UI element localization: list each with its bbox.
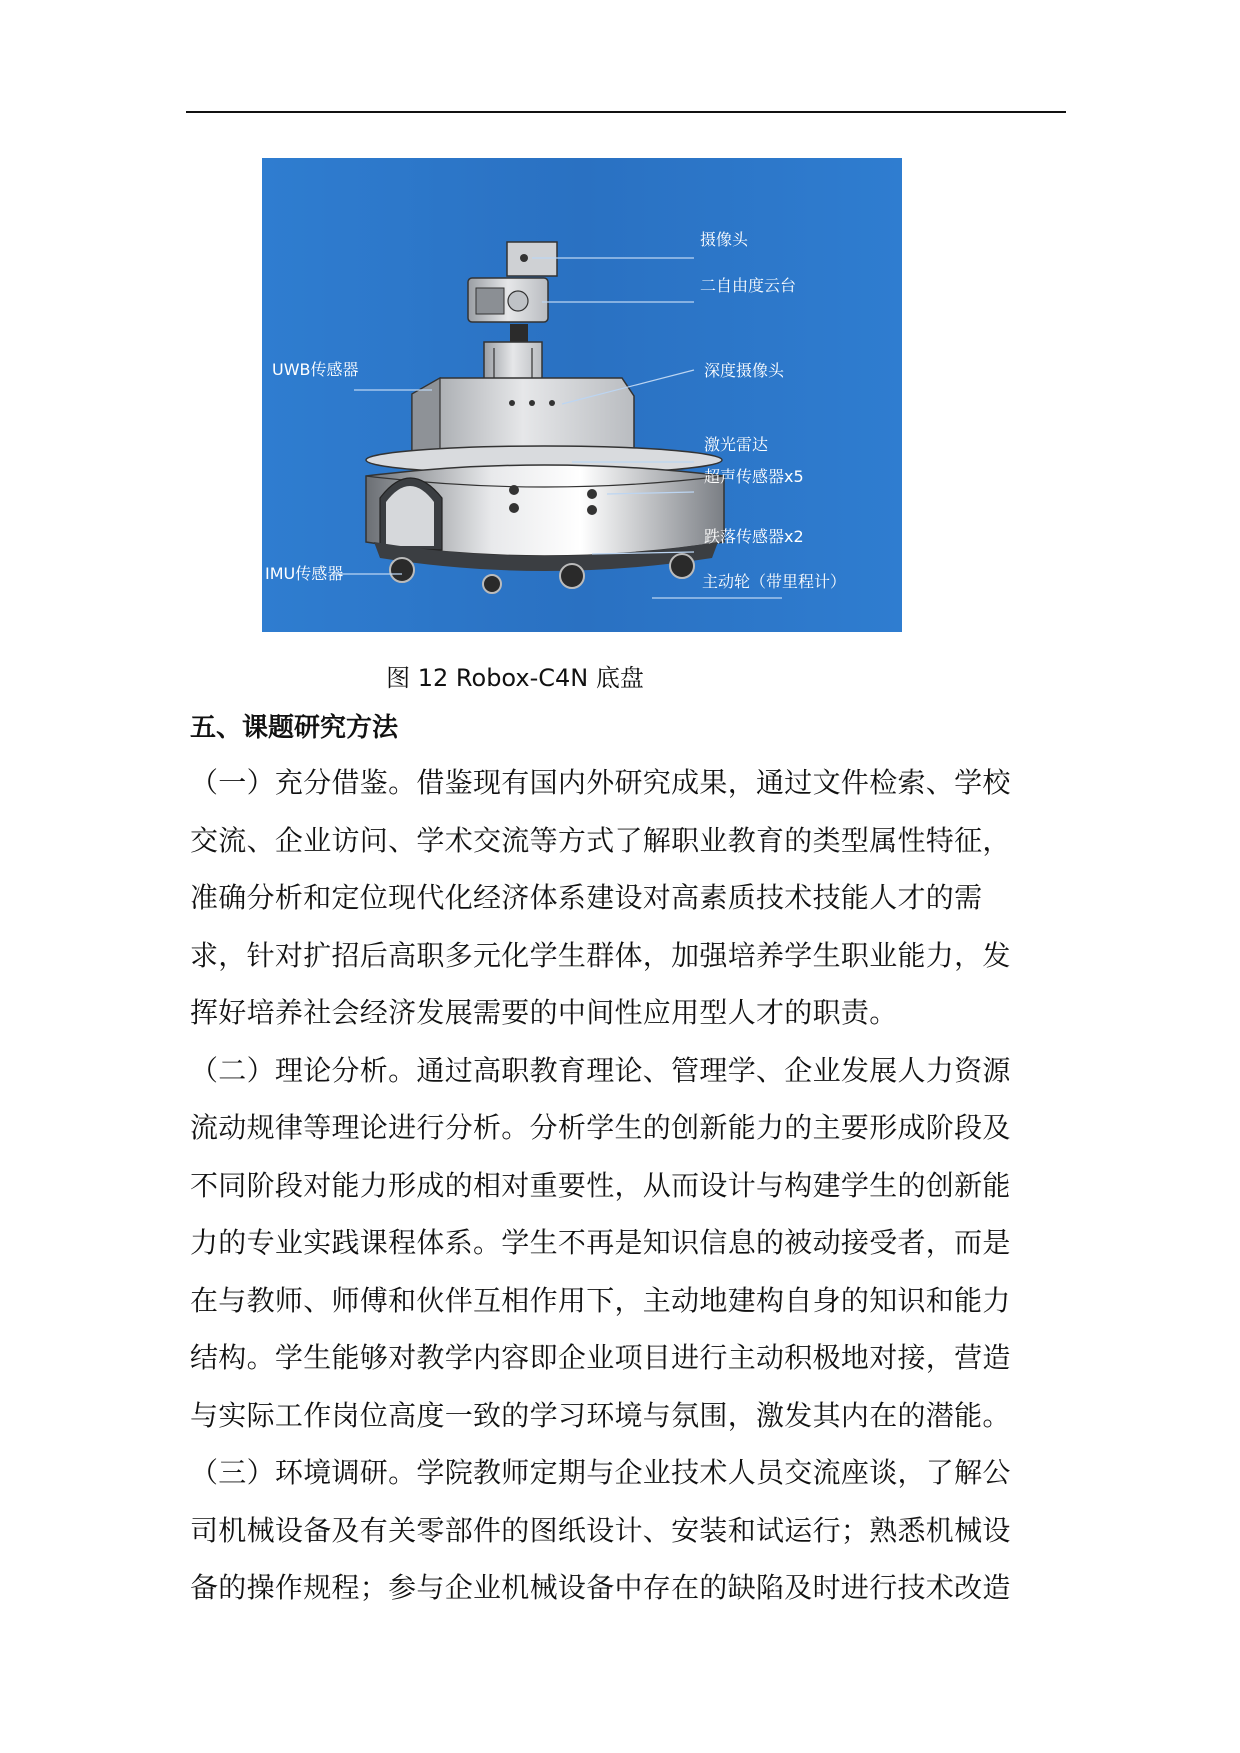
text-line: 挥好培养社会经济发展需要的中间性应用型人才的职责。	[190, 996, 898, 1029]
label-gimbal: 二自由度云台	[700, 276, 797, 295]
label-lidar: 激光雷达	[704, 435, 769, 454]
text-line: 备的操作规程；参与企业机械设备中存在的缺陷及时进行技术改造	[190, 1571, 1011, 1604]
text-line: 不同阶段对能力形成的相对重要性，从而设计与构建学生的创新能	[190, 1168, 1011, 1202]
text-line: 在与教师、师傅和伙伴互相作用下，主动地建构自身的知识和能力	[190, 1283, 1011, 1317]
label-camera: 摄像头	[700, 230, 749, 249]
text-line: 力的专业实践课程体系。学生不再是知识信息的被动接受者，而是	[190, 1226, 1011, 1259]
text-line: （二）理论分析。通过高职教育理论、管理学、企业发展人力资源	[190, 1053, 1011, 1087]
label-drive-wheel: 主动轮（带里程计）	[702, 572, 847, 591]
paragraph	[190, 754, 1050, 1042]
label-cliff-sensor: 跌落传感器x2	[704, 527, 804, 546]
label-ultrasonic-sensor: 超声传感器x5	[704, 467, 804, 486]
header-rule	[186, 111, 1066, 113]
text-line: 流动规律等理论进行分析。分析学生的创新能力的主要形成阶段及	[190, 1111, 1011, 1144]
robot-chassis-diagram	[262, 158, 902, 632]
paragraph	[190, 1042, 1050, 1445]
text-line: 准确分析和定位现代化经济体系建设对高素质技术技能人才的需	[190, 881, 983, 914]
text-line: 与实际工作岗位高度一致的学习环境与氛围，激发其内在的潜能。	[190, 1398, 1011, 1432]
text-line: 求，针对扩招后高职多元化学生群体，加强培养学生职业能力，发	[190, 938, 1011, 972]
text-line: （三）环境调研。学院教师定期与企业技术人员交流座谈，了解公	[190, 1456, 1011, 1489]
label-depth-camera: 深度摄像头	[704, 361, 785, 380]
label-imu-sensor: IMU传感器	[265, 564, 344, 583]
section-title: 五、课题研究方法	[190, 713, 399, 743]
text-line: （一）充分借鉴。借鉴现有国内外研究成果，通过文件检索、学校	[190, 766, 1011, 799]
text-line: 司机械设备及有关零部件的图纸设计、安装和试运行；熟悉机械设	[190, 1513, 1011, 1547]
text-line: 结构。学生能够对教学内容即企业项目进行主动积极地对接，营造	[190, 1341, 1011, 1374]
paragraph	[190, 1444, 1050, 1617]
label-uwb-sensor: UWB传感器	[272, 360, 359, 379]
figure-caption: 图 12 Robox-C4N 底盘	[386, 664, 644, 692]
text-line: 交流、企业访问、学术交流等方式了解职业教育的类型属性特征，	[190, 823, 1011, 857]
robot-chassis-figure	[262, 158, 902, 632]
body-text	[190, 754, 1050, 1617]
